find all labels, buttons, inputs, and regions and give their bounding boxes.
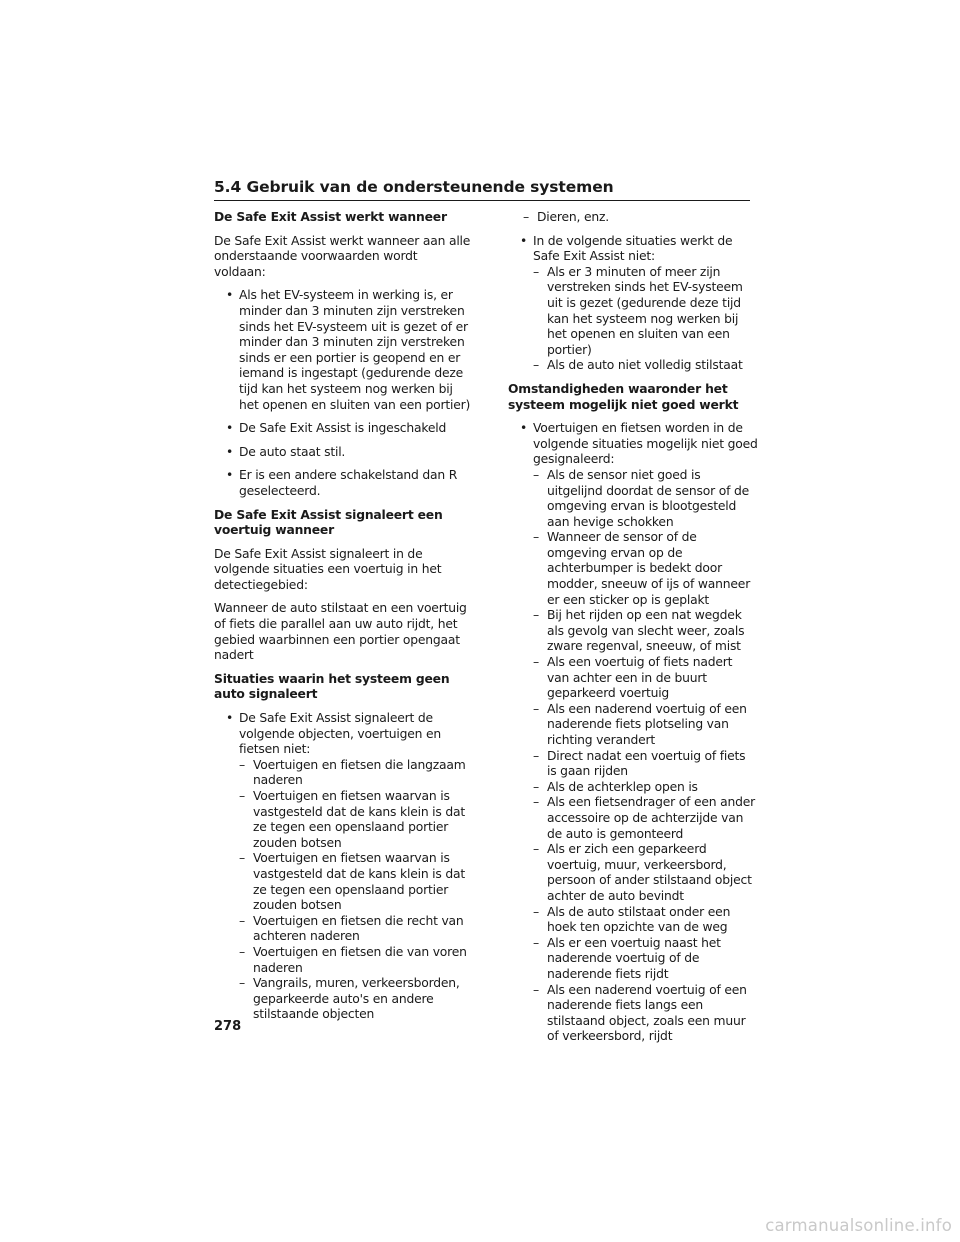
sub-list-item: – Als er 3 minuten of meer zijn verstreken sinds het EV-systeem uit is gezet (gedurende deze tijd kan het systeem nog werken bij het openen en sluiten van een portier) (533, 264, 743, 357)
sub-list (239, 758, 472, 1023)
right-column (508, 210, 758, 1053)
bullet-icon: • (226, 421, 234, 436)
sub-list-item: – Als een naderend voertuig of een naderende fiets plotseling van richting verandert (533, 701, 747, 747)
list-item: • De Safe Exit Assist signaleert de volgende objecten, voertuigen en fietsen niet: – Voertuigen en fietsen die langzaam naderen – Voertuigen en fietsen waarvan is vastgesteld dat de kans klein is dat ze tegen een openslaand portier zouden botsen – Voertuigen en fietsen waarvan is vastgesteld dat de kans klein is dat ze tegen een openslaand portier zouden botsen – Voertuigen en fietsen die recht van achteren naderen – Voertuigen en fietsen die van voren naderen – Vangrails, muren, verkeersborden, geparkeerde auto's en andere stilstaande objecten (214, 711, 472, 1023)
sub-list-item: – Als een naderend voertuig of een naderende fiets langs een stilstaand object, zoals een muur of verkeersbord, rijdt (533, 982, 747, 1044)
sub-list-item: – Voertuigen en fietsen die langzaam naderen (239, 757, 466, 788)
sub-list-item: – Voertuigen en fietsen waarvan is vastgesteld dat de kans klein is dat ze tegen een openslaand portier zouden botsen (239, 789, 465, 850)
sub-list-item: – Voertuigen en fietsen waarvan is vastgesteld dat de kans klein is dat ze tegen een openslaand portier zouden botsen (239, 851, 465, 913)
not-working-list (508, 234, 758, 374)
paragraph-detection: De Safe Exit Assist signaleert in de volgende situaties een voertuig in het detectiegebied: (214, 546, 442, 592)
bullet-icon: • (226, 711, 234, 726)
sub-list-item: – Als de auto stilstaat onder een hoek ten opzichte van de weg (533, 904, 731, 935)
bullet-icon: • (226, 444, 234, 459)
bullet-icon: • (520, 233, 528, 248)
bullet-icon: • (520, 421, 528, 436)
sub-list-item: – Als een voertuig of fiets nadert van achter een in de buurt geparkeerd voertuig (533, 655, 733, 701)
watermark: carmanualsonline.info (765, 1216, 952, 1235)
sub-list-item: – Als de auto niet volledig stilstaat (533, 358, 743, 373)
page-number: 278 (214, 1019, 242, 1034)
heading-detects-vehicle: De Safe Exit Assist signaleert een voertuig wanneer (214, 507, 443, 538)
sub-list-item: – Als de sensor niet goed is uitgelijnd doordat de sensor of de omgeving ervan is blootgesteld aan hevige schokken (533, 467, 749, 529)
header-divider (214, 200, 750, 201)
list-item: • Voertuigen en fietsen worden in de volgende situaties mogelijk niet goed gesignaleerd: – Als de sensor niet goed is uitgelijnd doordat de sensor of de omgeving ervan is blootgesteld aan hevige schokken – Wanneer de sensor of de omgeving ervan op de achterbumper is bedekt door modder, sneeuw of ijs of wanneer er een sticker op is geplakt – Bij het rijden op een nat wegdek als gevolg van slecht weer, zoals zware regenval, sneeuw, of mist – Als een voertuig of fiets nadert van achter een in de buurt geparkeerd voertuig – Als een naderend voertuig of een naderende fiets plotseling van richting verandert – Direct nadat een voertuig of fiets is gaan rijden – Als de achterklep open is – Als een fietsendrager of een ander accessoire op de achterzijde van de auto is gemonteerd – Als er zich een geparkeerd voertuig, muur, verkeersbord, persoon of ander stilstaand object achter de auto bevindt – Als de auto stilstaat onder een hoek ten opzichte van de weg – Als er een voertuig naast het naderende voertuig of de naderende fiets rijdt – Als een naderend voertuig of een naderende fiets langs een stilstaand object, zoals een muur of verkeersbord, rijdt (520, 421, 758, 1044)
list-item: • Er is een andere schakelstand dan R geselecteerd. (226, 468, 458, 498)
list-item: • Als het EV-systeem in werking is, er minder dan 3 minuten zijn verstreken sinds het EV-systeem uit is gezet of er minder dan 3 minuten zijn verstreken sinds er een portier is geopend en er iemand is ingestapt (gedurende deze tijd kan het systeem nog werken bij het openen en sluiten van een portier) (226, 288, 471, 412)
list-item: • De Safe Exit Assist is ingeschakeld (226, 421, 447, 436)
sub-list (533, 468, 758, 1045)
heading-no-detection: Situaties waarin het systeem geen auto signaleert (214, 671, 450, 702)
sub-list-item: – Wanneer de sensor of de omgeving ervan op de achterbumper is bedekt door modder, sneeuw of ijs of wanneer er een sticker op is geplakt (533, 530, 751, 607)
sub-list-item: – Als er zich een geparkeerd voertuig, muur, verkeersbord, persoon of ander stilstaand object achter de auto bevindt (533, 842, 752, 903)
heading-works-when: De Safe Exit Assist werkt wanneer (214, 210, 447, 224)
sub-list-item: – Voertuigen en fietsen die recht van achteren naderen (239, 913, 464, 944)
sub-list-item: – Als er een voertuig naast het naderende voertuig of de naderende fiets rijdt (533, 935, 721, 981)
sub-list-item: – Direct nadat een voertuig of fiets is gaan rijden (533, 748, 746, 779)
list-item: • De auto staat stil. (226, 444, 346, 459)
sub-list-item: – Als een fietsendrager of een ander accessoire op de achterzijde van de auto is gemonteerd (533, 795, 755, 841)
paragraph-conditions: De Safe Exit Assist werkt wanneer aan alle onderstaande voorwaarden wordt voldaan: (214, 233, 471, 279)
sub-list (533, 265, 758, 374)
sub-list-item: – Voertuigen en fietsen die van voren naderen (239, 944, 467, 975)
bullet-icon: • (226, 468, 234, 483)
sub-list-item: – Vangrails, muren, verkeersborden, geparkeerde auto's en andere stilstaande objecten (239, 976, 460, 1022)
conditions-list (214, 288, 472, 499)
list-item: • In de volgende situaties werkt de Safe Exit Assist niet: – Als er 3 minuten of meer zijn verstreken sinds het EV-systeem uit is gezet (gedurende deze tijd kan het systeem nog werken bij het openen en sluiten van een portier) – Als de auto niet volledig stilstaat (508, 234, 758, 374)
sub-list-item: – Bij het rijden op een nat wegdek als gevolg van slecht weer, zoals zware regenval, sneeuw, of mist (533, 608, 745, 654)
left-column (214, 210, 472, 1031)
sub-list-item: – Dieren, enz. (523, 210, 610, 224)
heading-may-not-work: Omstandigheden waaronder het systeem mogelijk niet goed werkt (508, 381, 739, 412)
no-detection-list (214, 711, 472, 1023)
bullet-icon: • (226, 288, 234, 303)
sub-list-item: – Als de achterklep open is (533, 779, 698, 794)
section-title: 5.4 Gebruik van de ondersteunende systemen (214, 178, 614, 196)
may-not-work-list (508, 421, 758, 1045)
paragraph-stationary: Wanneer de auto stilstaat en een voertuig of fiets die parallel aan uw auto rijdt, het gebied waarbinnen een portier opengaat nadert (214, 601, 467, 663)
